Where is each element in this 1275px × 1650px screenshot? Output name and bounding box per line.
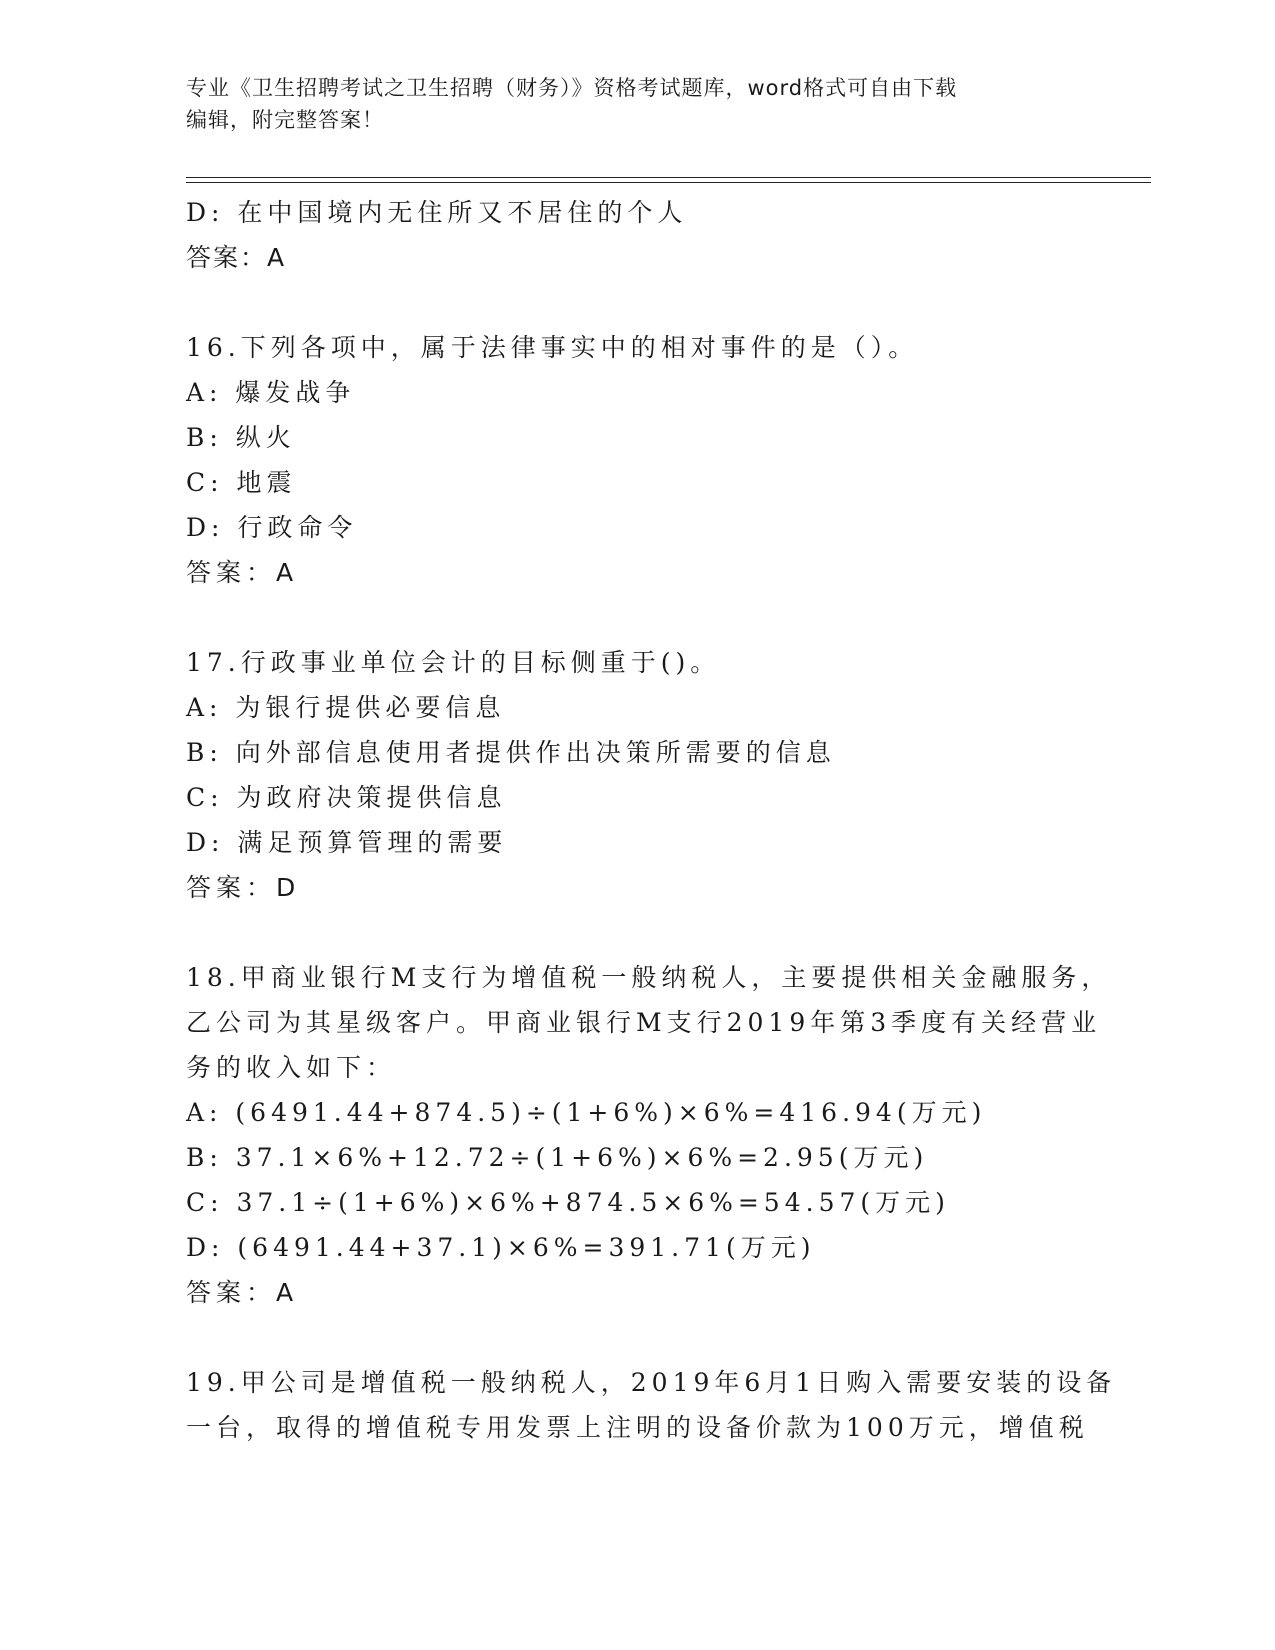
question-stem-line-1: 19.甲公司是增值税一般纳税人，2019年6月1日购入需要安装的设备: [186, 1368, 1117, 1397]
question-16: [186, 325, 1151, 595]
question-18: [186, 955, 1151, 1315]
option-d: D: 满足预算管理的需要: [186, 828, 508, 857]
header-line-1: 专业《卫生招聘考试之卫生招聘（财务）》资格考试题库，word格式可自由下载: [186, 76, 958, 100]
option-b: B: 向外部信息使用者提供作出决策所需要的信息: [186, 738, 836, 767]
question-stem-line-3: 务的收入如下：: [186, 1053, 397, 1082]
answer: 答案：A: [186, 1278, 299, 1307]
option-d: D: (6491.44+37.1)×6%=391.71(万元): [186, 1233, 816, 1262]
option-a: A: 爆发战争: [186, 378, 356, 407]
option-b: B: 37.1×6%+12.72÷(1+6%)×6%=2.95(万元): [186, 1143, 929, 1172]
document-body: [186, 190, 1151, 1450]
option-a: A: 为银行提供必要信息: [186, 693, 506, 722]
header-rule-bottom: [186, 182, 1151, 183]
prev-question-answer: 答案：A: [186, 243, 287, 272]
document-header: [186, 72, 1086, 136]
option-c: C: 为政府决策提供信息: [186, 783, 507, 812]
prev-question-option-d: D: 在中国境内无住所又不居住的个人: [186, 198, 688, 227]
question-stem-line-2: 一台，取得的增值税专用发票上注明的设备价款为100万元，增值税: [186, 1413, 1089, 1442]
header-line-2: 编辑，附完整答案！: [186, 108, 384, 132]
header-rule-top: [186, 177, 1151, 178]
option-c: C: 地震: [186, 468, 297, 497]
question-stem: 16.下列各项中，属于法律事实中的相对事件的是（）。: [186, 333, 919, 362]
question-stem-line-1: 18.甲商业银行M支行为增值税一般纳税人，主要提供相关金融服务，: [186, 963, 1112, 992]
answer: 答案：D: [186, 873, 301, 902]
question-stem: 17.行政事业单位会计的目标侧重于()。: [186, 648, 721, 677]
question-17: [186, 640, 1151, 910]
answer: 答案：A: [186, 558, 299, 587]
option-a: A: (6491.44+874.5)÷(1+6%)×6%=416.94(万元): [186, 1098, 987, 1127]
option-b: B: 纵火: [186, 423, 296, 452]
question-19: [186, 1360, 1151, 1450]
question-stem-line-2: 乙公司为其星级客户。甲商业银行M支行2019年第3季度有关经营业: [186, 1008, 1102, 1037]
option-d: D: 行政命令: [186, 513, 358, 542]
option-c: C: 37.1÷(1+6%)×6%+874.5×6%=54.57(万元): [186, 1188, 950, 1217]
